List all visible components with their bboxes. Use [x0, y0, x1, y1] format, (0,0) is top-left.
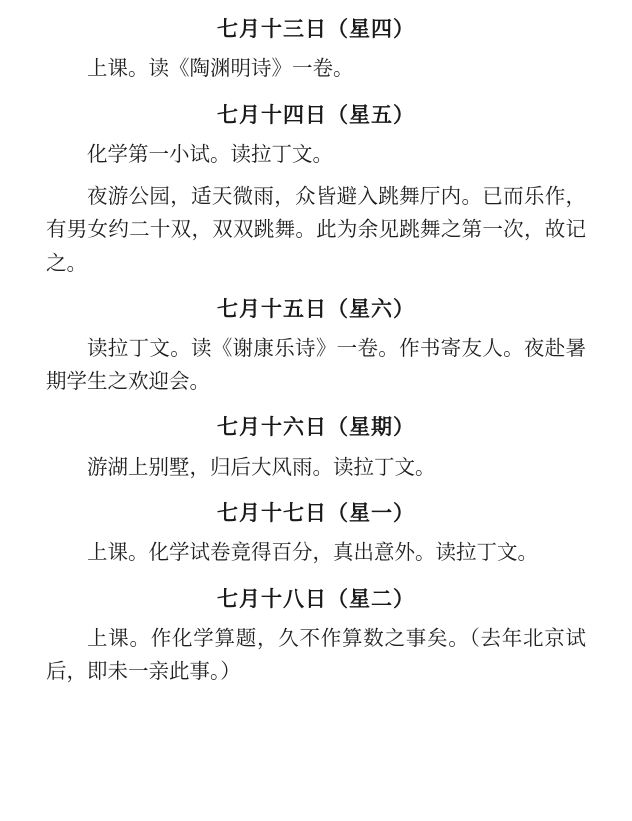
- entry-heading: 七月十六日（星期）: [217, 414, 415, 440]
- entry-body: 上课。化学试卷竟得百分，真出意外。读拉丁文。: [87, 540, 538, 565]
- diary-entry: [46, 576, 586, 695]
- entry-body: 游湖上别墅，归后大风雨。读拉丁文。: [87, 454, 436, 479]
- diary-entry: [46, 286, 586, 405]
- entry-heading: 七月十四日（星五）: [217, 101, 415, 127]
- entry-heading: 七月十五日（星六）: [217, 295, 415, 321]
- diary-entry: [46, 404, 586, 490]
- entry-body: 读拉丁文。读《谢康乐诗》一卷。作书寄友人。夜赴暑期学生之欢迎会。: [46, 336, 586, 394]
- entry-body: 上课。作化学算题，久不作算数之事矣。（去年北京试后，即未一亲此事。）: [46, 625, 586, 684]
- entry-body: 上课。读《陶渊明诗》一卷。: [87, 56, 354, 81]
- entry-body: 化学第一小试。读拉丁文。: [87, 141, 333, 166]
- diary-entry: [46, 490, 586, 576]
- entry-body: 夜游公园，适天微雨，众皆避入跳舞厅内。已而乐作，有男女约二十双，双双跳舞。此为余见跳舞之第一次，故记之。: [46, 184, 586, 275]
- diary-entry: [46, 92, 586, 178]
- entry-heading: 七月十三日（星四）: [217, 16, 415, 41]
- entry-heading: 七月十八日（星二）: [217, 585, 415, 611]
- diary-entry: [46, 6, 586, 92]
- diary-entry-continuation: [46, 177, 586, 286]
- entry-heading: 七月十七日（星一）: [217, 500, 415, 525]
